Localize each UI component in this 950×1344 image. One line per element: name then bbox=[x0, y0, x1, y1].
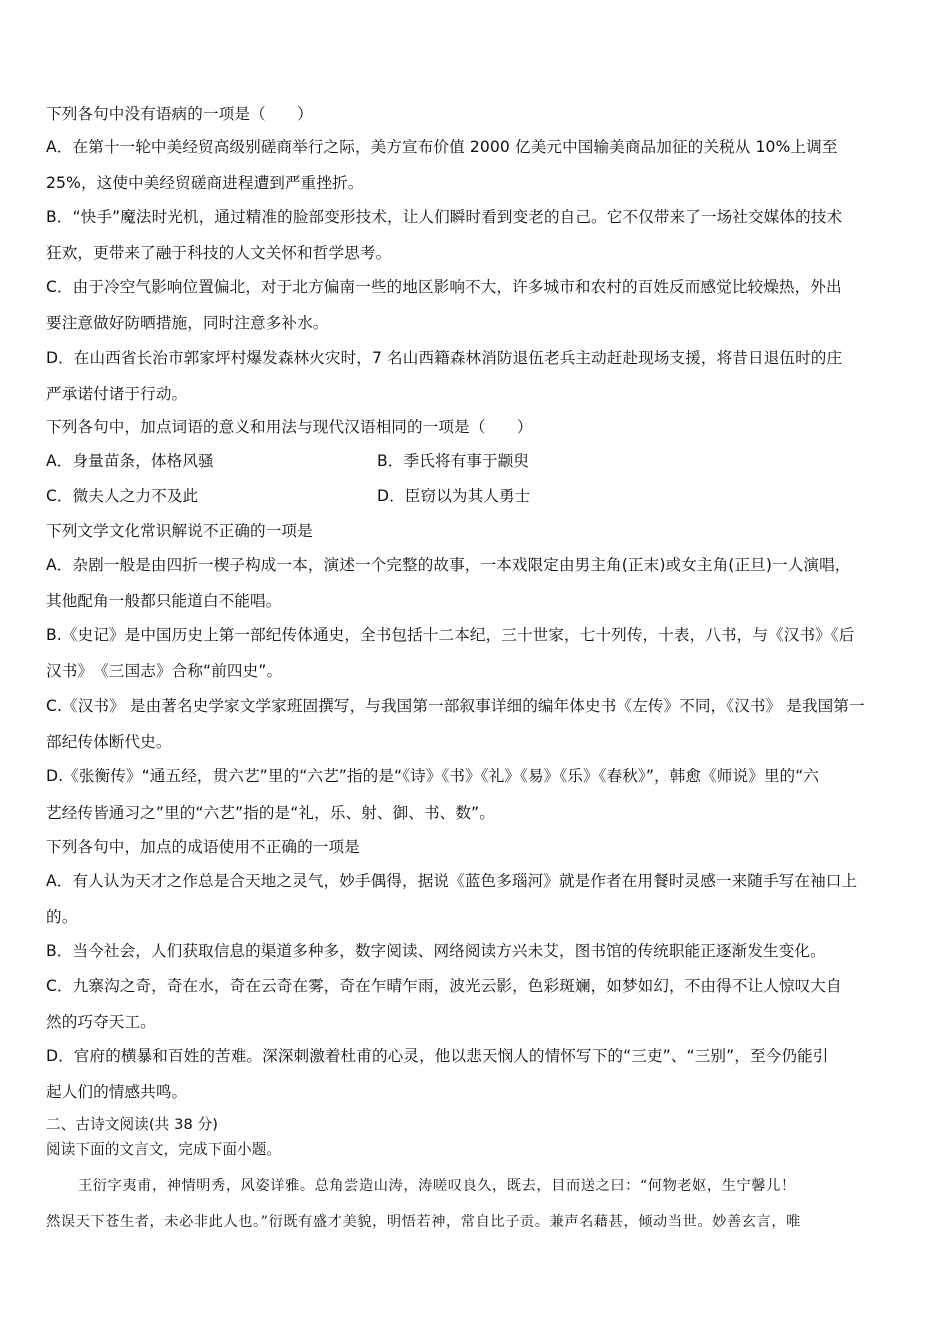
q1-option-c-cont: 要注意做好防晒措施，同时注意多补水。 bbox=[46, 314, 329, 332]
q2-option-b: B．季氏将有事于颛臾 bbox=[377, 452, 530, 470]
q2-option-d: D．臣窃以为其人勇士 bbox=[377, 487, 531, 505]
q3-option-b-cont: 汉书》 《三国志》合称“前四史”。 bbox=[46, 662, 283, 680]
q3-option-a: A．杂剧一般是由四折一楔子构成一本，演述一个完整的故事，一本戏限定由男主角(正末)或女主角(正旦)一人演唱， bbox=[46, 556, 851, 574]
q3-option-d: D.《张衡传》“通五经，贯六艺”里的“六艺”指的是“《诗》《书》《礼》《易》《乐》《春秋》”，韩愈《师说》里的“六 bbox=[46, 767, 820, 785]
q1-option-b: B．“快手”魔法时光机，通过精准的脸部变形技术，让人们瞬时看到变老的自己。它不仅带来了一场社交媒体的技术 bbox=[46, 208, 843, 226]
q3-option-c-cont: 部纪传体断代史。 bbox=[46, 733, 172, 751]
q3-stem: 下列文学文化常识解说不正确的一项是 bbox=[46, 522, 313, 540]
q2-option-a: A．身量苗条，体格风骚 bbox=[46, 452, 214, 470]
q4-option-a-cont: 的。 bbox=[46, 908, 78, 926]
q3-option-b: B.《史记》是中国历史上第一部纪传体通史，全书包括十二本纪，三十世家，七十列传，十表，八书，与《汉书》《后 bbox=[46, 626, 855, 644]
q4-option-d-cont: 起人们的情感共鸣。 bbox=[46, 1083, 188, 1101]
q4-stem: 下列各句中，加点的成语使用不正确的一项是 bbox=[46, 838, 360, 856]
q1-option-a: A．在第十一轮中美经贸高级别磋商举行之际，美方宣布价值 2000 亿美元中国输美商品加征的关税从 10%上调至 bbox=[46, 138, 838, 156]
classical-passage-line-2: 然误天下苍生者，未必非此人也。”衍既有盛才美貌，明悟若神，常自比子贡。兼声名藉甚，倾动当世。妙善玄言，唯 bbox=[46, 1214, 801, 1230]
q4-option-a: A．有人认为天才之作总是合天地之灵气，妙手偶得，据说《蓝色多瑙河》就是作者在用餐时灵感一来随手写在袖口上 bbox=[46, 872, 858, 890]
q4-option-b: B．当今社会，人们获取信息的渠道多种多，数字阅读、网络阅读方兴未艾，图书馆的传统职能正逐渐发生变化。 bbox=[46, 942, 826, 960]
q1-option-d-cont: 严承诺付诸于行动。 bbox=[46, 385, 188, 403]
q3-option-d-cont: 艺经传皆通习之”里的“六艺”指的是“礼，乐、射、御、书、数”。 bbox=[46, 804, 495, 822]
section-heading: 二、古诗文阅读(共 38 分) bbox=[46, 1116, 219, 1133]
q1-stem: 下列各句中没有语病的一项是（ ） bbox=[46, 105, 313, 123]
q3-option-a-cont: 其他配角一般都只能道白不能唱。 bbox=[46, 592, 282, 610]
q4-option-c: C．九寨沟之奇，奇在水，奇在云奇在雾，奇在乍晴乍雨，波光云影，色彩斑斓，如梦如幻，不由得不让人惊叹大自 bbox=[46, 977, 842, 995]
q1-option-b-cont: 狂欢，更带来了融于科技的人文关怀和哲学思考。 bbox=[46, 244, 392, 262]
q4-option-d: D．官府的横暴和百姓的苦难。深深刺激着杜甫的心灵，他以悲天悯人的情怀写下的“三吏”、“三别”，至今仍能引 bbox=[46, 1047, 829, 1065]
reading-instruction: 阅读下面的文言文，完成下面小题。 bbox=[46, 1141, 282, 1158]
q2-stem: 下列各句中，加点词语的意义和用法与现代汉语相同的一项是（ ） bbox=[46, 418, 533, 436]
q1-option-a-cont: 25%，这使中美经贸磋商进程遭到严重挫折。 bbox=[46, 174, 364, 192]
q1-option-c: C．由于冷空气影响位置偏北，对于北方偏南一些的地区影响不大，许多城市和农村的百姓反而感觉比较燥热，外出 bbox=[46, 278, 842, 296]
q2-option-c: C．微夫人之力不及此 bbox=[46, 487, 199, 505]
q3-option-c: C.《汉书》 是由著名史学家文学家班固撰写，与我国第一部叙事详细的编年体史书《左传》不同，《汉书》 是我国第一 bbox=[46, 697, 865, 715]
classical-passage-line-1: 王衍字夷甫，神情明秀，风姿详雅。总角尝造山涛，涛嗟叹良久，既去，目而送之曰：“何物老妪，生宁馨儿！ bbox=[78, 1178, 796, 1194]
q4-option-c-cont: 然的巧夺天工。 bbox=[46, 1013, 156, 1031]
q1-option-d: D．在山西省长治市郭家坪村爆发森林火灾时，7 名山西籍森林消防退伍老兵主动赶赴现场支援，将昔日退伍时的庄 bbox=[46, 349, 843, 367]
